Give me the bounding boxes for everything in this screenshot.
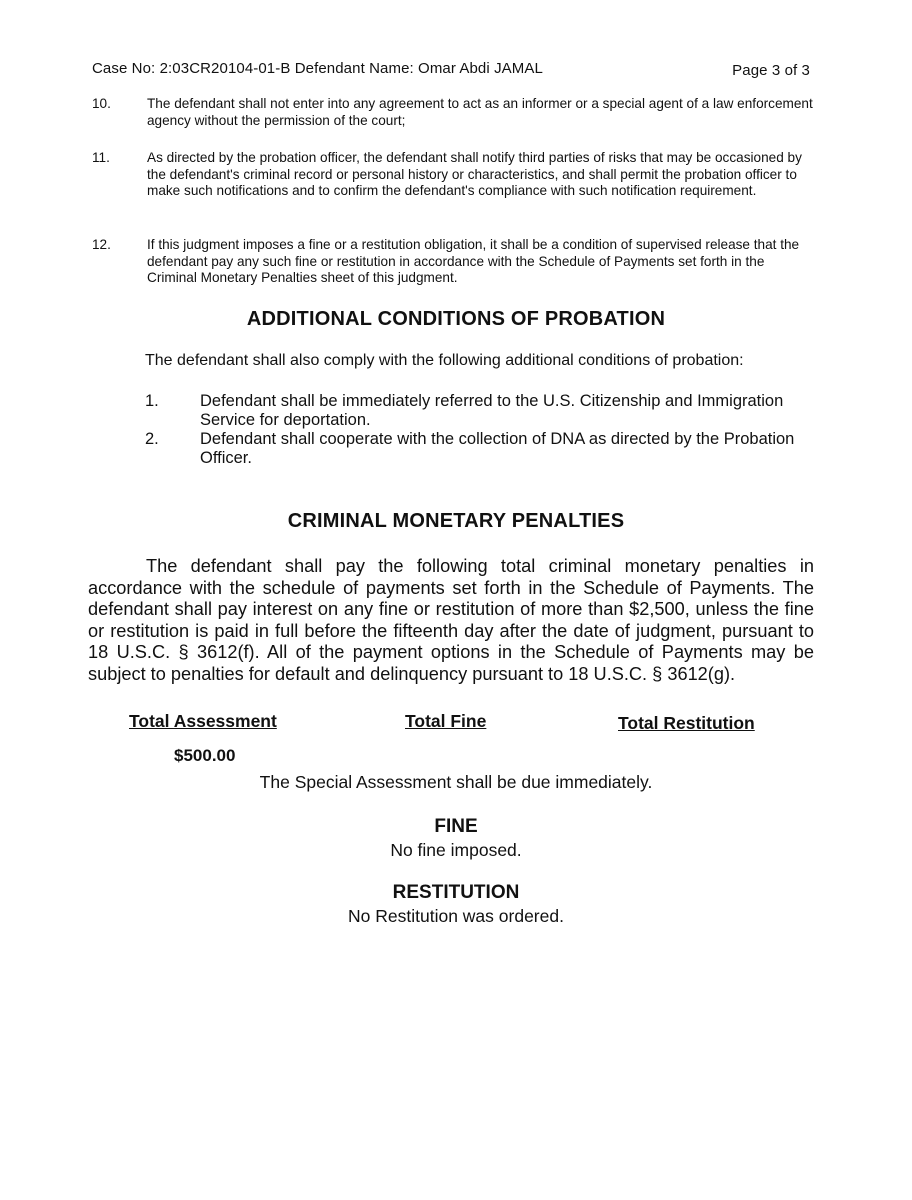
total-fine-header: Total Fine	[405, 711, 487, 731]
condition-item	[92, 96, 816, 129]
total-assessment-header: Total Assessment	[129, 711, 277, 731]
condition-number: 11.	[92, 150, 110, 165]
page-number: Page 3 of 3	[732, 62, 810, 79]
additional-conditions-heading: ADDITIONAL CONDITIONS OF PROBATION	[246, 308, 666, 330]
restitution-heading: RESTITUTION	[392, 882, 520, 903]
additional-conditions-intro: The defendant shall also comply with the following additional conditions of probation:	[145, 352, 744, 369]
case-line: Case No: 2:03CR20104-01-B Defendant Name: Omar Abdi JAMAL	[92, 60, 543, 77]
condition-text: If this judgment imposes a fine or a restitution obligation, it shall be a condition of supervised release that the defendant pay any such fine or restitution in accordance with the Schedule of Payments set forth in the Criminal Monetary Penalties sheet of this judgment.	[147, 237, 800, 285]
additional-condition-number: 1.	[145, 392, 159, 410]
total-restitution-header: Total Restitution	[618, 713, 755, 733]
additional-condition-item	[145, 392, 825, 430]
assessment-note: The Special Assessment shall be due immediately.	[259, 772, 653, 792]
condition-number: 12.	[92, 237, 111, 252]
condition-text: The defendant shall not enter into any agreement to act as an informer or a special agent of a law enforcement agency without the permission of the court;	[147, 96, 813, 128]
additional-condition-number: 2.	[145, 430, 159, 448]
condition-item	[92, 150, 816, 200]
monetary-penalties-heading: CRIMINAL MONETARY PENALTIES	[287, 510, 625, 532]
additional-condition-item	[145, 430, 825, 468]
condition-text: As directed by the probation officer, the defendant shall notify third parties of risks that may be occasioned by the defendant's criminal record or personal history or characteristics, and shall permit the probation officer to make such notifications and to confirm the defendant's compliance with such notification requirement.	[147, 150, 802, 198]
fine-heading: FINE	[434, 816, 478, 837]
restitution-text: No Restitution was ordered.	[348, 906, 564, 926]
monetary-penalties-paragraph: The defendant shall pay the following total criminal monetary penalties in accordance with the schedule of payments set forth in the Schedule of Payments. The defendant shall pay interest on any fine or restitution of more than $2,500, unless the fine or restitution is paid in full before the fifteenth day after the date of judgment, pursuant to 18 U.S.C. § 3612(f). All of the payment options in the Schedule of Payments may be subject to penalties for default and delinquency pursuant to 18 U.S.C. § 3612(g).	[88, 556, 814, 684]
condition-item	[92, 237, 816, 287]
assessment-amount: $500.00	[174, 746, 236, 765]
fine-text: No fine imposed.	[390, 840, 522, 860]
condition-number: 10.	[92, 96, 111, 111]
additional-condition-text: Defendant shall be immediately referred to the U.S. Citizenship and Immigration Service for deportation.	[200, 392, 784, 429]
additional-condition-text: Defendant shall cooperate with the collection of DNA as directed by the Probation Officer.	[200, 430, 795, 467]
